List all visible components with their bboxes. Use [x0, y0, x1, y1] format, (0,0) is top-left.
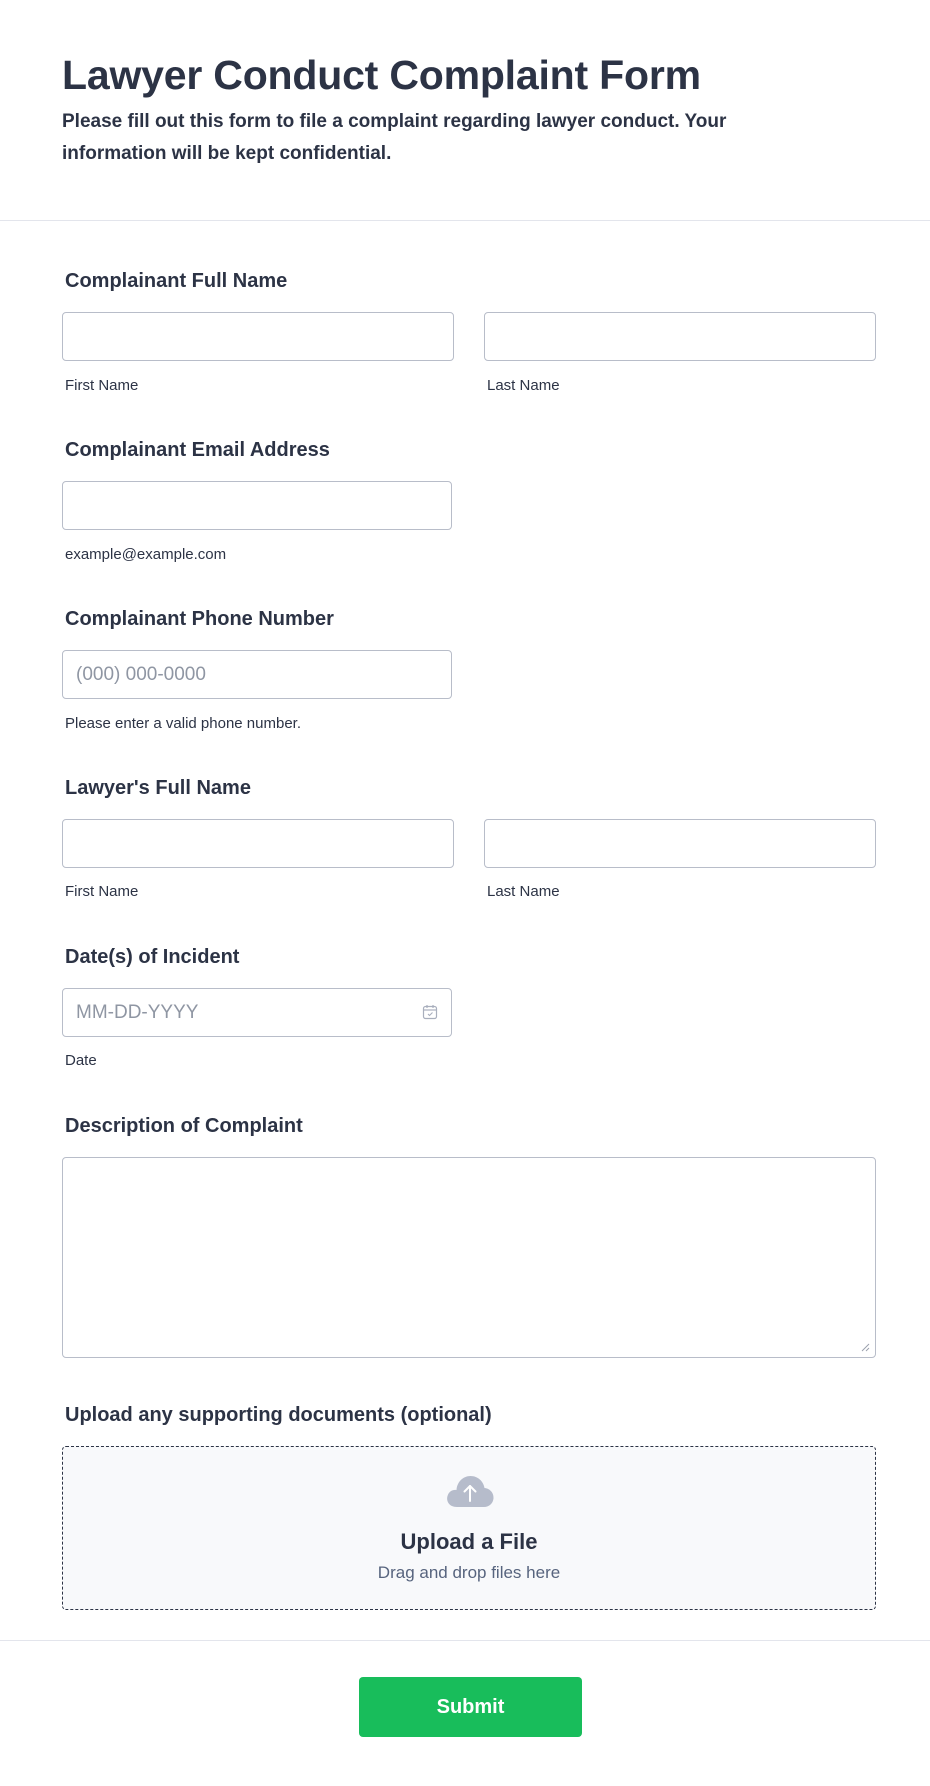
page-title: Lawyer Conduct Complaint Form — [62, 52, 701, 98]
upload-subtitle: Drag and drop files here — [377, 1563, 561, 1582]
description-textarea[interactable] — [62, 1157, 876, 1358]
resize-grip-icon[interactable] — [860, 1342, 870, 1352]
complainant-phone-sublabel: Please enter a valid phone number. — [65, 715, 301, 732]
complainant-email-sublabel: example@example.com — [65, 546, 227, 563]
complainant-phone-label: Complainant Phone Number — [65, 608, 334, 630]
lawyer-name-label: Lawyer's Full Name — [65, 777, 251, 799]
complainant-first-name-input[interactable] — [62, 312, 454, 361]
cloud-upload-icon — [445, 1473, 495, 1509]
footer-divider — [0, 1640, 930, 1641]
description-label: Description of Complaint — [65, 1115, 303, 1137]
complainant-email-label: Complainant Email Address — [65, 439, 330, 461]
incident-date-label: Date(s) of Incident — [65, 946, 240, 968]
submit-button[interactable]: Submit — [359, 1677, 582, 1737]
lawyer-last-name-sublabel: Last Name — [487, 883, 560, 900]
incident-date-field — [62, 988, 452, 1037]
incident-date-sublabel: Date — [65, 1052, 97, 1069]
complainant-last-name-input[interactable] — [484, 312, 876, 361]
upload-label: Upload any supporting documents (optional) — [65, 1404, 492, 1426]
file-upload-dropzone[interactable] — [62, 1446, 876, 1610]
complainant-email-input[interactable] — [62, 481, 452, 530]
lawyer-first-name-input[interactable] — [62, 819, 454, 868]
complainant-phone-input[interactable] — [62, 650, 452, 699]
incident-date-input[interactable] — [62, 988, 452, 1037]
complainant-name-label: Complainant Full Name — [65, 270, 288, 292]
lawyer-last-name-input[interactable] — [484, 819, 876, 868]
lawyer-first-name-sublabel: First Name — [65, 883, 139, 900]
calendar-icon[interactable] — [422, 1004, 438, 1020]
complainant-last-name-sublabel: Last Name — [487, 377, 560, 394]
page-subtitle: Please fill out this form to file a complaint regarding lawyer conduct. Your information will be kept confidential. — [62, 111, 727, 164]
upload-title: Upload a File — [400, 1529, 538, 1554]
form-header — [0, 0, 930, 221]
complainant-first-name-sublabel: First Name — [65, 377, 139, 394]
